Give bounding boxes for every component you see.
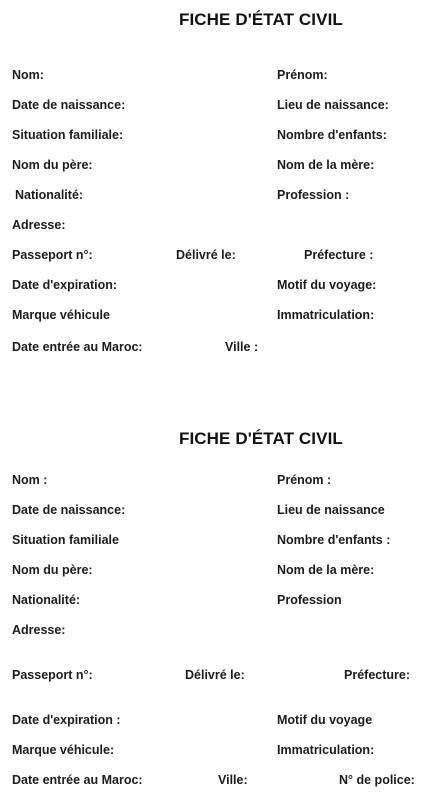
form-2-motif-voyage-label: Motif du voyage <box>277 713 373 727</box>
form-1-nationalite-label: Nationalité: <box>15 188 84 202</box>
form-2-lieu-naissance-label: Lieu de naissance <box>277 503 385 517</box>
form-2-prenom-label: Prénom : <box>277 473 332 487</box>
form-1-nom-label: Nom: <box>12 68 44 82</box>
form-2-situation-familiale-label: Situation familiale <box>12 533 119 547</box>
form-1-date-entree-label: Date entrée au Maroc: <box>12 340 143 354</box>
form-1-adresse-label: Adresse: <box>12 218 66 232</box>
form-2-nom-label: Nom : <box>12 473 48 487</box>
form-2-adresse-label: Adresse: <box>12 623 66 637</box>
form-2-marque-vehicule-label: Marque véhicule: <box>12 743 115 757</box>
form-1-prenom-label: Prénom: <box>277 68 328 82</box>
form-1-marque-vehicule-label: Marque véhicule <box>12 308 110 322</box>
form-1-lieu-naissance-label: Lieu de naissance: <box>277 98 389 112</box>
form-1-profession-label: Profession : <box>277 188 350 202</box>
form-1-title: FICHE D'ÉTAT CIVIL <box>179 10 343 29</box>
form-1-immatriculation-label: Immatriculation: <box>277 308 375 322</box>
form-1-date-expiration-label: Date d'expiration: <box>12 278 118 292</box>
form-1-motif-voyage-label: Motif du voyage: <box>277 278 377 292</box>
form-1-date-naissance-label: Date de naissance: <box>12 98 126 112</box>
form-2-passeport-label: Passeport n°: <box>12 668 93 682</box>
form-2-nombre-enfants-label: Nombre d'enfants : <box>277 533 391 547</box>
form-2-ville-label: Ville: <box>218 773 248 787</box>
form-2-nationalite-label: Nationalité: <box>12 593 81 607</box>
form-1-situation-familiale-label: Situation familiale: <box>12 128 124 142</box>
form-2-date-naissance-label: Date de naissance: <box>12 503 126 517</box>
form-1-passeport-label: Passeport n°: <box>12 248 93 262</box>
form-1-nom-mere-label: Nom de la mère: <box>277 158 375 172</box>
form-2-nom-pere-label: Nom du père: <box>12 563 93 577</box>
form-2-date-entree-label: Date entrée au Maroc: <box>12 773 143 787</box>
form-2-no-police-label: N° de police: <box>339 773 415 787</box>
form-2-prefecture-label: Préfecture: <box>344 668 410 682</box>
form-2-date-expiration-label: Date d'expiration : <box>12 713 121 727</box>
form-1-nombre-enfants-label: Nombre d'enfants: <box>277 128 387 142</box>
form-1-delivre-le-label: Délivré le: <box>176 248 236 262</box>
form-2-nom-mere-label: Nom de la mère: <box>277 563 375 577</box>
form-2-immatriculation-label: Immatriculation: <box>277 743 375 757</box>
form-2-profession-label: Profession <box>277 593 342 607</box>
form-2-delivre-le-label: Délivré le: <box>185 668 245 682</box>
form-1-prefecture-label: Préfecture : <box>304 248 374 262</box>
form-1-nom-pere-label: Nom du père: <box>12 158 93 172</box>
form-2-title: FICHE D'ÉTAT CIVIL <box>179 429 343 448</box>
form-1-ville-label: Ville : <box>225 340 259 354</box>
